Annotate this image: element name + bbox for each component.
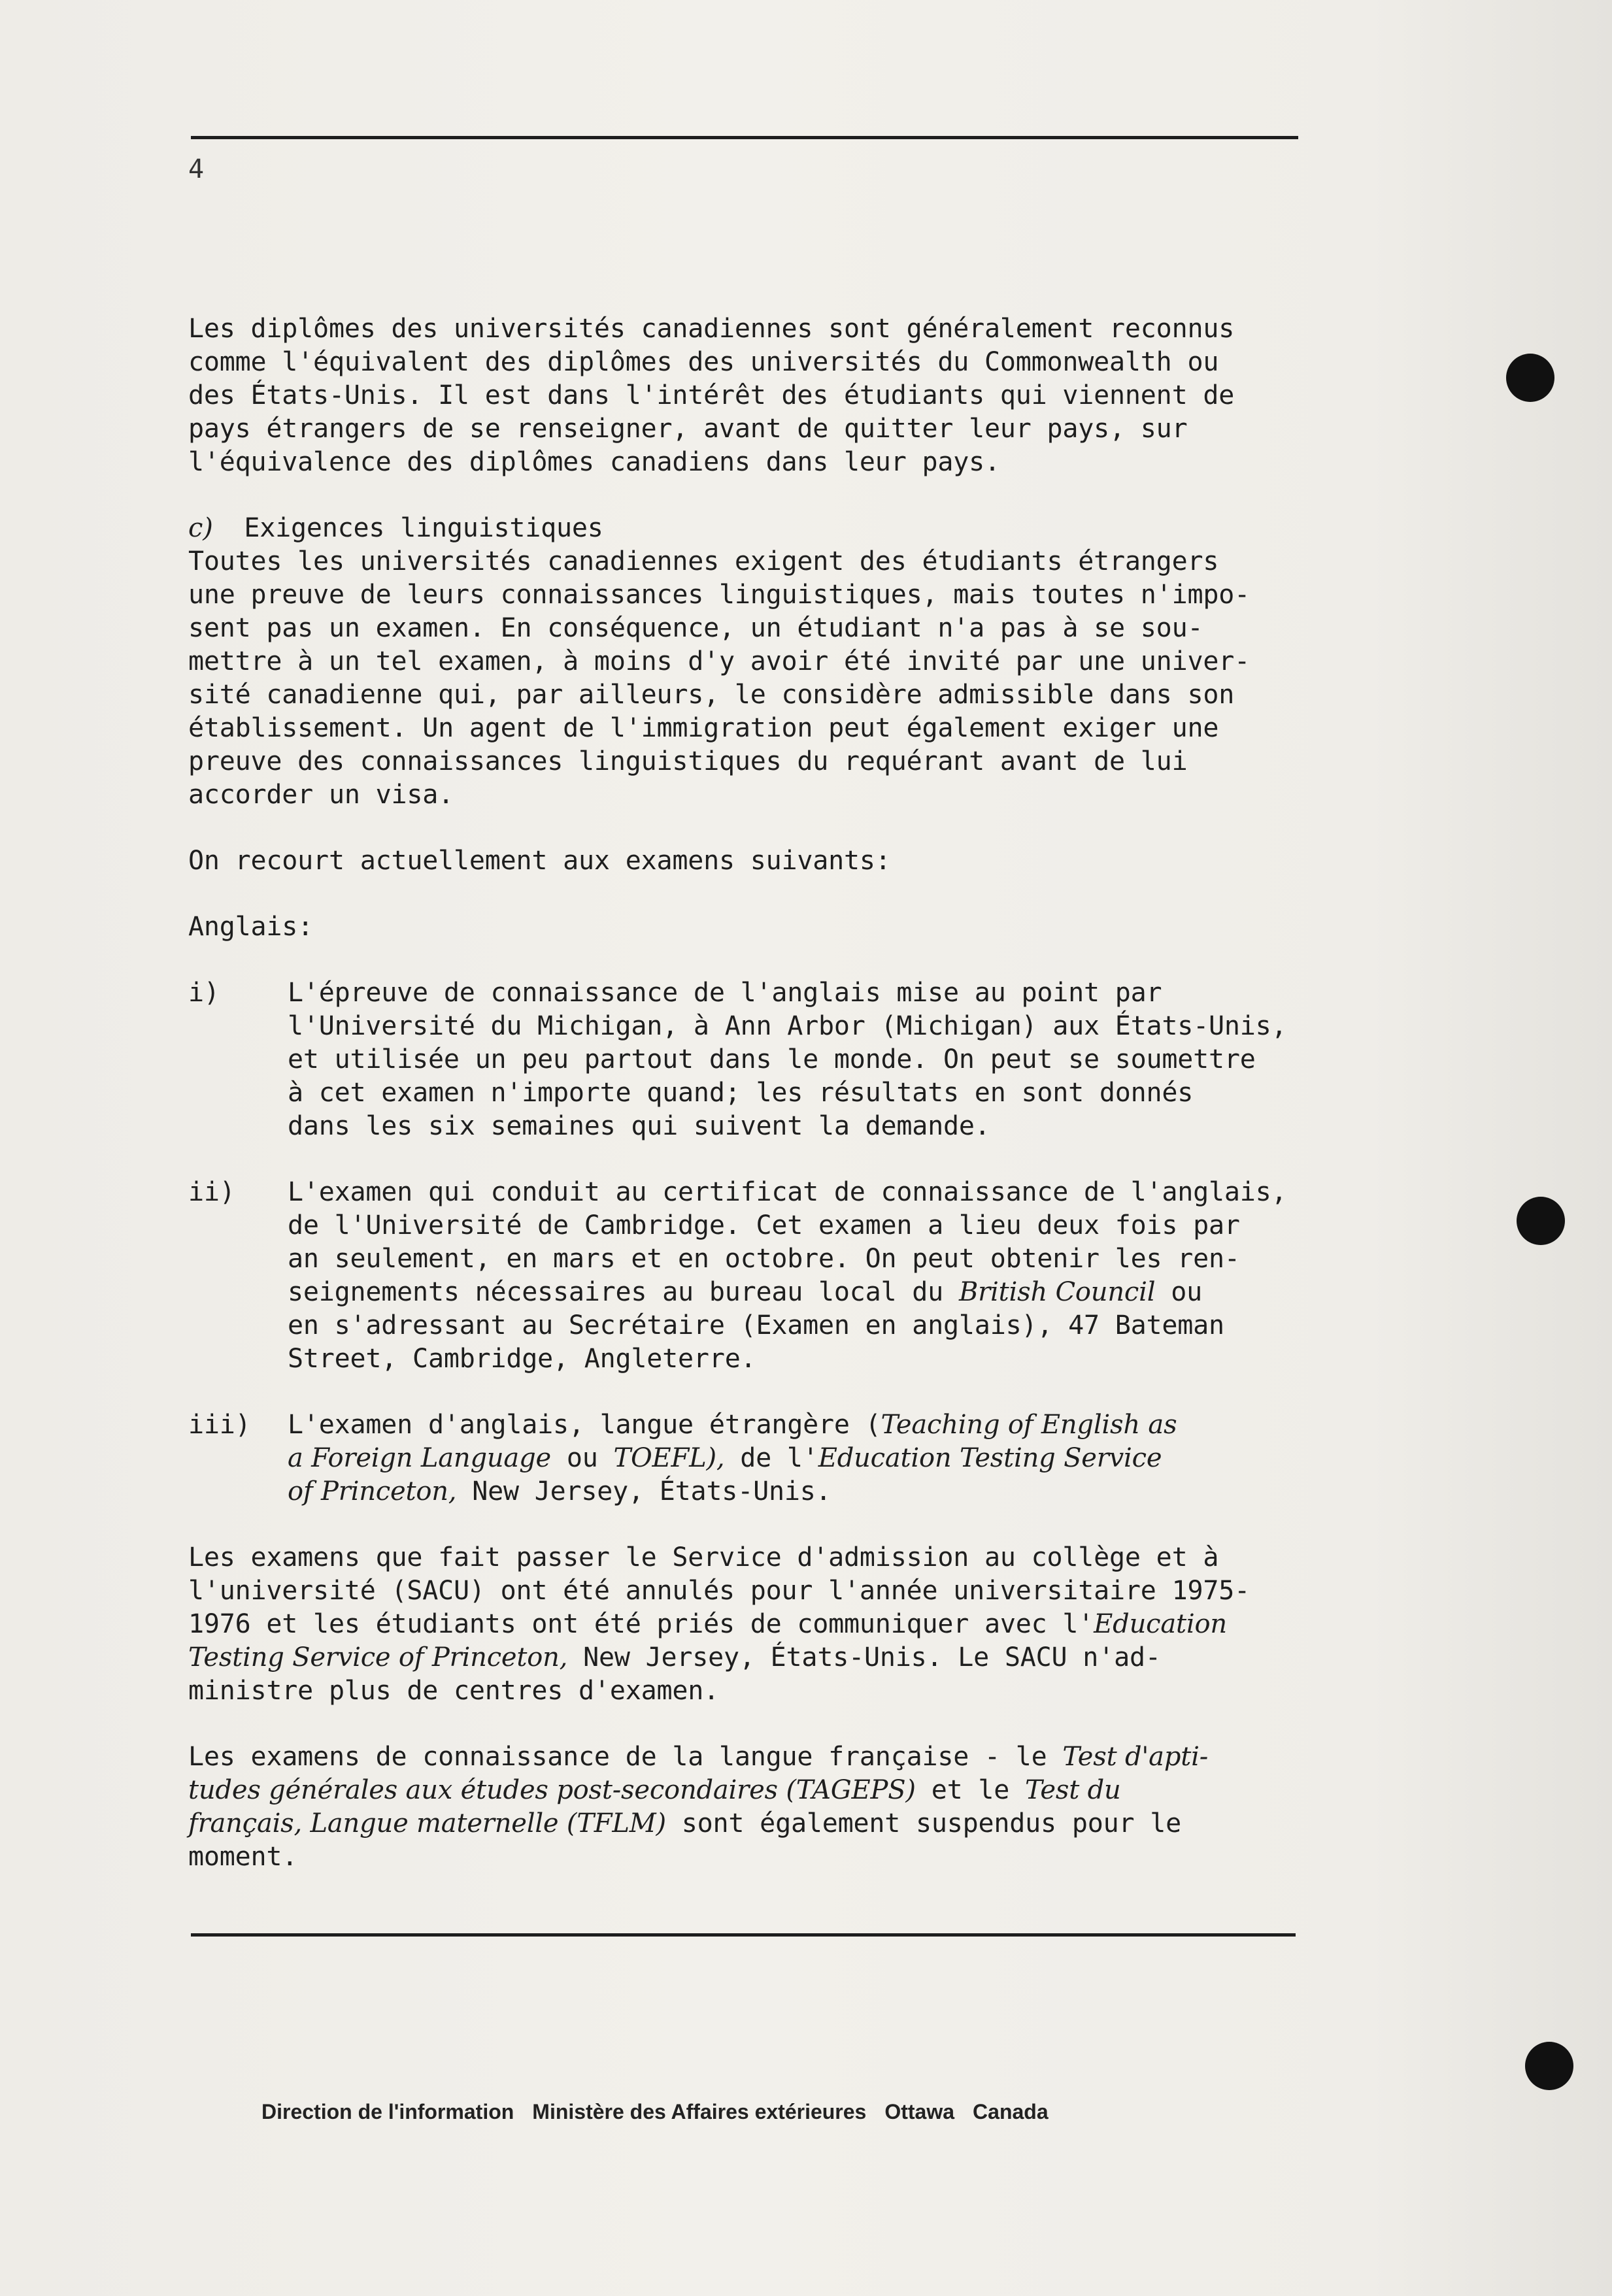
text-line: à cet examen n'importe quand; les résultats en sont donnés	[288, 1078, 1194, 1108]
text-line: sité canadienne qui, par ailleurs, le considère admissible dans son	[188, 680, 1235, 710]
paragraph-language-requirements	[188, 545, 1339, 812]
list-item-toefl	[188, 1408, 1339, 1508]
italic-run: Education	[1094, 1609, 1227, 1639]
punch-hole	[1506, 354, 1554, 402]
list-number: iii)	[188, 1410, 251, 1440]
footer-ministry: Ministère des Affaires extérieures	[532, 2100, 867, 2123]
text-run: et le	[915, 1775, 1026, 1805]
italic-run: of Princeton,	[288, 1476, 457, 1506]
section-heading-c	[188, 512, 1339, 545]
text-line: l'Université du Michigan, à Ann Arbor (Michigan) aux États-Unis,	[288, 1011, 1287, 1041]
footer-department: Direction de l'information	[261, 2100, 514, 2123]
document-body	[188, 312, 1339, 1874]
top-rule	[191, 136, 1298, 139]
section-title: Exigences linguistiques	[244, 513, 603, 543]
text-line	[188, 1807, 1339, 1840]
text-run: de l'	[724, 1443, 818, 1473]
text-line	[288, 1408, 1339, 1442]
text-line	[188, 1641, 1339, 1674]
list-item-michigan	[188, 976, 1339, 1143]
italic-run: British Council	[958, 1277, 1156, 1307]
text-run: 1976 et les étudiants ont été priés de communiquer avec l'	[188, 1609, 1094, 1639]
text-line: Toutes les universités canadiennes exigent des étudiants étrangers	[188, 546, 1219, 576]
text-line	[188, 1740, 1339, 1774]
text-line: Les diplômes des universités canadiennes sont généralement reconnus	[188, 314, 1235, 344]
text-run: seignements nécessaires au bureau local du	[288, 1277, 959, 1307]
punch-hole	[1517, 1197, 1565, 1245]
paragraph-french-exams	[188, 1740, 1339, 1874]
text-line	[188, 1774, 1339, 1807]
text-line: preuve des connaissances linguistiques du requérant avant de lui	[188, 746, 1188, 776]
text-line	[188, 1608, 1339, 1641]
text-line: L'examen qui conduit au certificat de connaissance de l'anglais,	[288, 1177, 1287, 1207]
text-line	[288, 1276, 1339, 1309]
paragraph-sacu	[188, 1541, 1339, 1708]
italic-run: a Foreign Language	[288, 1443, 551, 1473]
text-line	[288, 1475, 1339, 1508]
text-line: des États-Unis. Il est dans l'intérêt des étudiants qui viennent de	[188, 380, 1235, 410]
text-line: Les examens que fait passer le Service d'admission au collège et à	[188, 1542, 1219, 1572]
italic-run: Test d'apti-	[1062, 1742, 1209, 1772]
footer-city: Ottawa	[884, 2100, 955, 2123]
text-line: moment.	[188, 1842, 298, 1872]
text-line: comme l'équivalent des diplômes des universités du Commonwealth ou	[188, 347, 1219, 377]
text-line: dans les six semaines qui suivent la demande.	[288, 1111, 990, 1141]
italic-run: français, Langue maternelle (TFLM)	[188, 1808, 666, 1838]
text-line: l'équivalence des diplômes canadiens dans leur pays.	[188, 447, 1000, 477]
list-number: i)	[188, 978, 220, 1008]
page-number: 4	[188, 154, 205, 184]
italic-run: Test du	[1025, 1775, 1121, 1805]
italic-run: tudes générales aux études post-secondaires (TAGEPS)	[188, 1775, 916, 1805]
text-run: sont également suspendus pour le	[665, 1808, 1181, 1838]
footer	[261, 2100, 1067, 2124]
punch-hole	[1525, 2042, 1573, 2090]
text-line: établissement. Un agent de l'immigration peut également exiger une	[188, 713, 1219, 743]
text-line: ministre plus de centres d'examen.	[188, 1676, 719, 1706]
paragraph-exams-intro: On recourt actuellement aux examens suivants:	[188, 846, 891, 876]
text-line: L'épreuve de connaissance de l'anglais mise au point par	[288, 978, 1162, 1008]
text-line: sent pas un examen. En conséquence, un étudiant n'a pas à se sou-	[188, 613, 1203, 643]
text-line: de l'Université de Cambridge. Cet examen a lieu deux fois par	[288, 1210, 1240, 1240]
text-line: en s'adressant au Secrétaire (Examen en anglais), 47 Bateman	[288, 1310, 1224, 1340]
text-line: une preuve de leurs connaissances linguistiques, mais toutes n'impo-	[188, 580, 1250, 610]
italic-run: Education Testing Service	[818, 1443, 1162, 1473]
section-marker: c)	[188, 513, 213, 543]
text-line: accorder un visa.	[188, 780, 454, 810]
text-run: L'examen d'anglais, langue étrangère (	[288, 1410, 881, 1440]
italic-run: Testing Service of Princeton,	[188, 1642, 568, 1672]
italic-run: Teaching of English as	[881, 1410, 1177, 1440]
text-line: l'université (SACU) ont été annulés pour l'année universitaire 1975-	[188, 1576, 1250, 1606]
italic-run: TOEFL),	[613, 1443, 725, 1473]
text-line: pays étrangers de se renseigner, avant de quitter leur pays, sur	[188, 414, 1188, 444]
paragraph-diplomas	[188, 312, 1339, 479]
text-run: ou	[550, 1443, 614, 1473]
text-line: mettre à un tel examen, à moins d'y avoir été invité par une univer-	[188, 646, 1250, 676]
text-line: an seulement, en mars et en octobre. On peut obtenir les ren-	[288, 1244, 1240, 1274]
text-run: ou	[1155, 1277, 1202, 1307]
text-run: New Jersey, États-Unis. Le SACU n'ad-	[567, 1642, 1161, 1672]
list-item-cambridge	[188, 1176, 1339, 1376]
footer-country: Canada	[973, 2100, 1049, 2123]
text-line: Street, Cambridge, Angleterre.	[288, 1344, 756, 1374]
text-line	[288, 1442, 1339, 1475]
bottom-rule	[191, 1933, 1296, 1937]
text-line: et utilisée un peu partout dans le monde. On peut se soumettre	[288, 1044, 1256, 1074]
list-number: ii)	[188, 1177, 235, 1207]
text-run: Les examens de connaissance de la langue française - le	[188, 1742, 1063, 1772]
text-run: New Jersey, États-Unis.	[456, 1476, 831, 1506]
anglais-label: Anglais:	[188, 912, 314, 942]
